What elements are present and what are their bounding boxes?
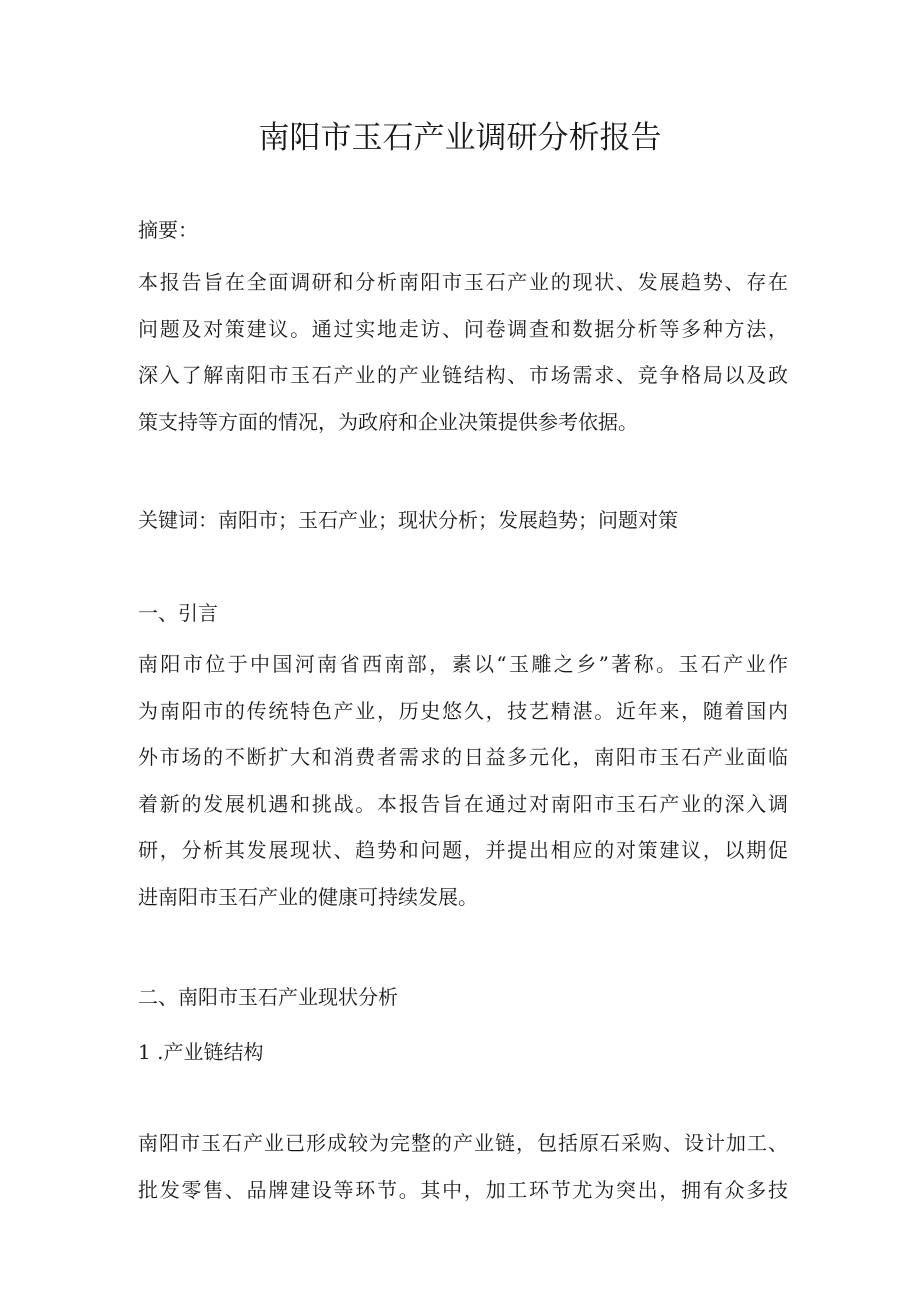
paragraph-line: 批发零售、品牌建设等环节。其中，加工环节尤为突出，拥有众多技	[138, 1177, 788, 1202]
section1-paragraph	[138, 641, 788, 920]
section1-heading: 一、引言	[138, 601, 218, 625]
paragraph-line: 为南阳市的传统特色产业，历史悠久，技艺精湛。近年来，随着国内	[138, 698, 788, 723]
document-title: 南阳市玉石产业调研分析报告	[258, 120, 662, 156]
abstract-label: 摘要：	[138, 218, 198, 242]
section2-heading: 二、南阳市玉石产业现状分析	[138, 985, 398, 1009]
paragraph-line: 着新的发展机遇和挑战。本报告旨在通过对南阳市玉石产业的深入调	[138, 791, 788, 816]
section2-subheading: 1 .产业链结构	[138, 1040, 264, 1064]
abstract-paragraph	[138, 259, 788, 445]
paragraph-line: 进南阳市玉石产业的健康可持续发展。	[138, 884, 478, 909]
abstract-line: 本报告旨在全面调研和分析南阳市玉石产业的现状、发展趋势、存在	[138, 270, 788, 294]
abstract-line: 策支持等方面的情况，为政府和企业决策提供参考依据。	[138, 409, 638, 434]
abstract-line: 问题及对策建议。通过实地走访、问卷调查和数据分析等多种方法，	[138, 316, 788, 341]
keywords-line: 关键词：南阳市；玉石产业；现状分析；发展趋势；问题对策	[138, 508, 678, 532]
paragraph-line: 外市场的不断扩大和消费者需求的日益多元化，南阳市玉石产业面临	[138, 745, 788, 769]
abstract-line: 深入了解南阳市玉石产业的产业链结构、市场需求、竞争格局以及政	[138, 363, 788, 387]
section2-paragraph	[138, 1120, 788, 1213]
paragraph-line: 研，分析其发展现状、趋势和问题，并提出相应的对策建议，以期促	[138, 838, 788, 862]
paragraph-line: 南阳市位于中国河南省西南部，素以“玉雕之乡”著称。玉石产业作	[138, 652, 788, 676]
paragraph-line: 南阳市玉石产业已形成较为完整的产业链，包括原石采购、设计加工、	[138, 1131, 788, 1155]
